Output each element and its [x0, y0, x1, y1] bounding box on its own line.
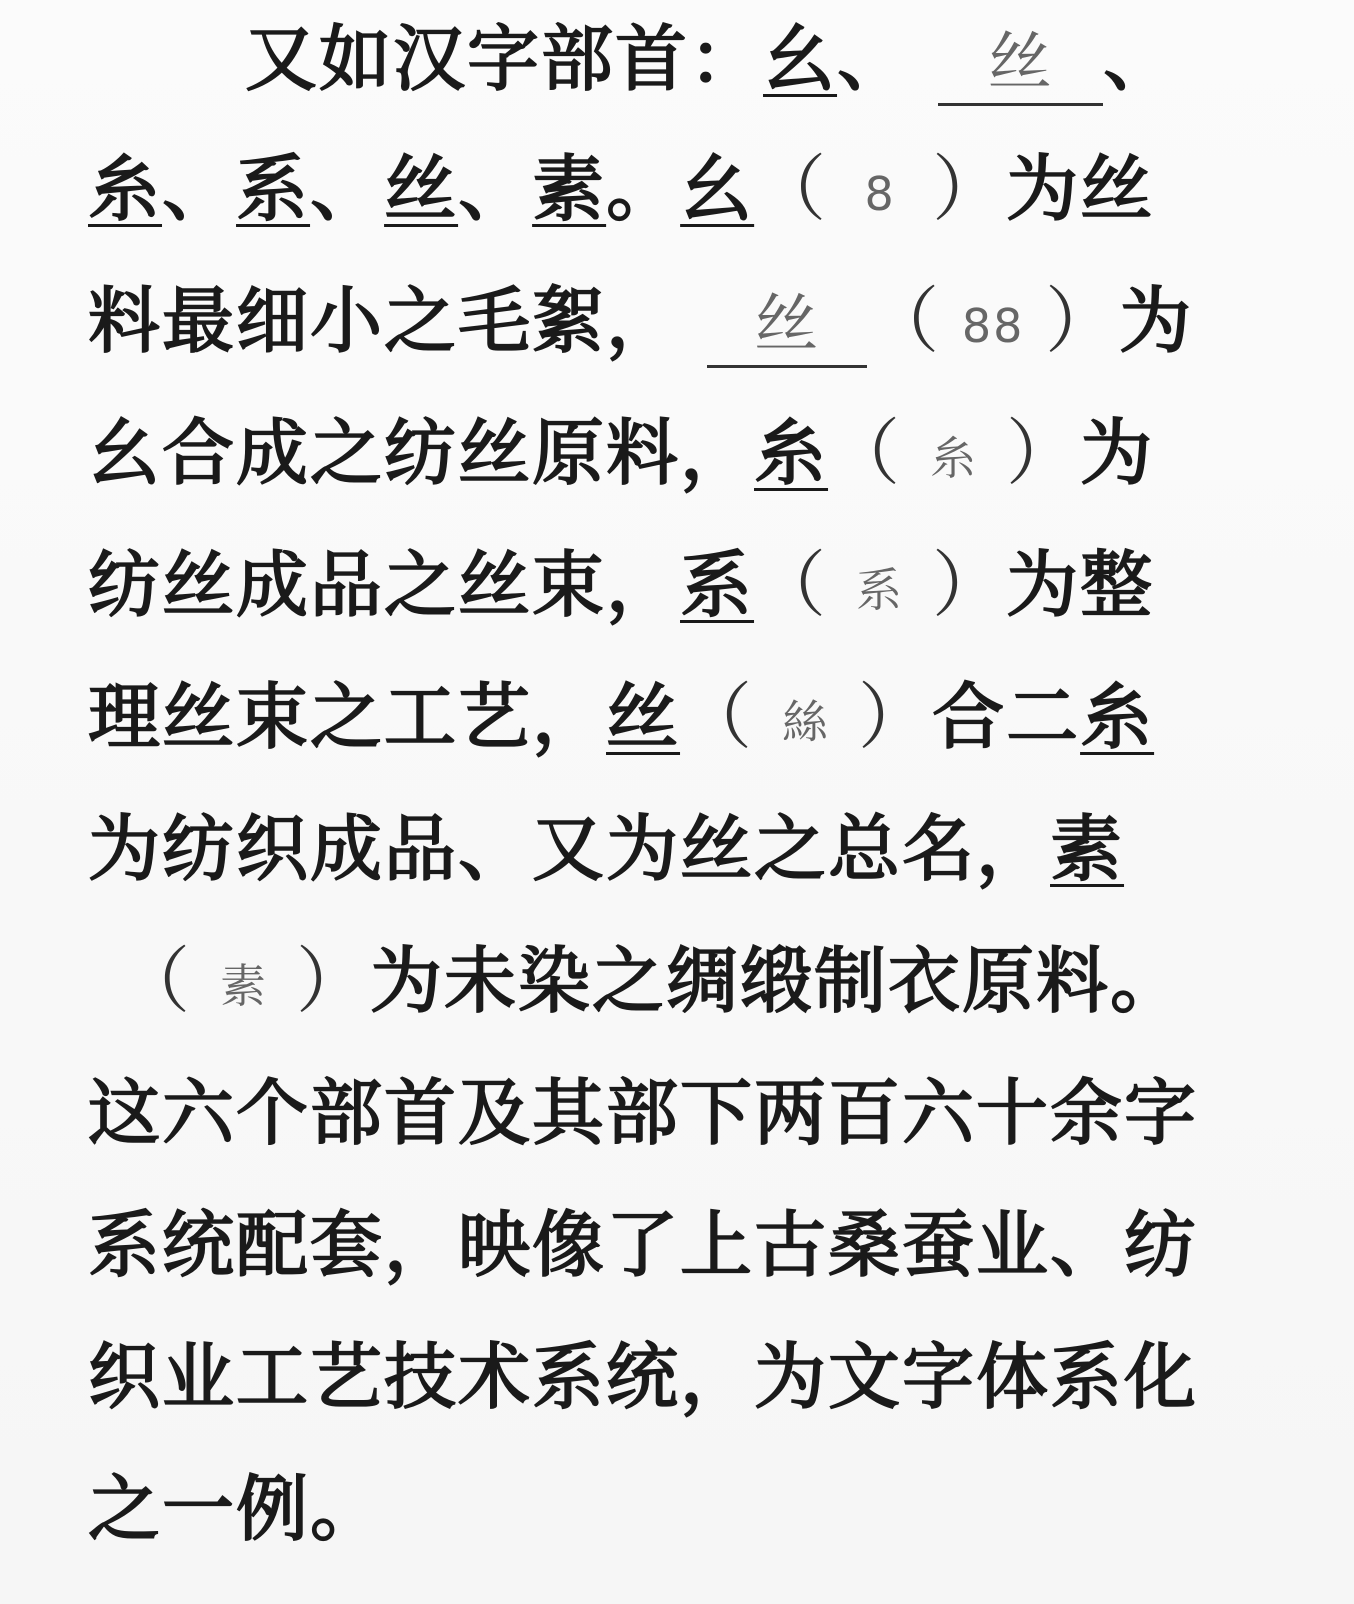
radical-underlined: 糸: [1080, 675, 1155, 759]
close-paren: ）: [1006, 411, 1081, 495]
open-paren: （: [828, 411, 903, 495]
text-line-6: [88, 658, 1273, 776]
radical-underlined: 丝: [606, 675, 681, 759]
text-line-4: [88, 394, 1273, 512]
radical-underlined: 素: [532, 147, 607, 231]
close-paren: ）: [1045, 279, 1120, 363]
text-segment: 、: [310, 147, 385, 231]
text-segment: 、: [837, 17, 912, 101]
radical-underlined: 幺: [680, 147, 755, 231]
text-line-10: [88, 1186, 1273, 1304]
text-segment: 理丝束之工艺，: [88, 675, 607, 759]
radical-underlined: 素: [1050, 807, 1125, 891]
text-segment: 幺合成之纺丝原料，: [88, 411, 755, 495]
close-paren: ）: [932, 543, 1007, 627]
radical-underlined: 系: [680, 543, 755, 627]
radical-underlined: 幺: [763, 17, 838, 101]
text-segment: 纺丝成品之丝束，: [88, 543, 681, 627]
text-segment: 为未染之绸缎制衣原料。: [370, 939, 1185, 1023]
radical-underlined: 糸: [754, 411, 829, 495]
text-line-3: [88, 262, 1273, 380]
seal-script-glyph: 絲: [782, 695, 831, 750]
text-line-12: [88, 1450, 1273, 1568]
text-segment: 为纺织成品、又为丝之总名，: [88, 807, 1051, 891]
seal-script-glyph: 8: [864, 167, 896, 222]
fill-blank: 丝: [707, 285, 867, 368]
radical-underlined: 系: [236, 147, 311, 231]
text-line-9: [88, 1054, 1273, 1172]
text-line-1: [245, 0, 1275, 118]
text-segment: 织业工艺技术系统，为文字体系化: [88, 1335, 1199, 1419]
text-segment: 。: [606, 147, 681, 231]
text-line-8: [118, 922, 1303, 1040]
text-line-2: [88, 130, 1273, 248]
seal-script-glyph: 糸: [930, 431, 979, 486]
fill-blank: 丝: [938, 23, 1103, 106]
close-paren: ）: [858, 675, 933, 759]
seal-script-glyph: 88: [961, 299, 1025, 354]
text-segment: 合二: [932, 675, 1081, 759]
text-line-7: [88, 790, 1273, 908]
text-segment: 料最细小之毛絮，: [88, 279, 681, 363]
open-paren: （: [754, 147, 829, 231]
open-paren: （: [118, 939, 193, 1023]
radical-underlined: 糸: [88, 147, 163, 231]
close-paren: ）: [932, 147, 1007, 231]
open-paren: （: [754, 543, 829, 627]
text-line-5: [88, 526, 1273, 644]
text-segment: 系统配套，映像了上古桑蚕业、纺: [88, 1203, 1199, 1287]
text-segment: 、: [458, 147, 533, 231]
close-paren: ）: [296, 939, 371, 1023]
text-segment: 、: [1103, 17, 1178, 101]
text-line-11: [88, 1318, 1273, 1436]
text-segment: 之一例。: [88, 1467, 385, 1551]
open-paren: （: [867, 279, 942, 363]
text-segment: 为丝: [1006, 147, 1155, 231]
text-segment: 为整: [1006, 543, 1155, 627]
text-segment: 为: [1080, 411, 1155, 495]
open-paren: （: [680, 675, 755, 759]
text-segment: 、: [162, 147, 237, 231]
text-segment: 这六个部首及其部下两百六十余字: [88, 1071, 1199, 1155]
seal-script-glyph: 系: [856, 563, 905, 618]
text-segment: 又如汉字部首：: [245, 17, 764, 101]
seal-script-glyph: 素: [220, 959, 269, 1014]
radical-underlined: 丝: [384, 147, 459, 231]
text-segment: 为: [1119, 279, 1194, 363]
